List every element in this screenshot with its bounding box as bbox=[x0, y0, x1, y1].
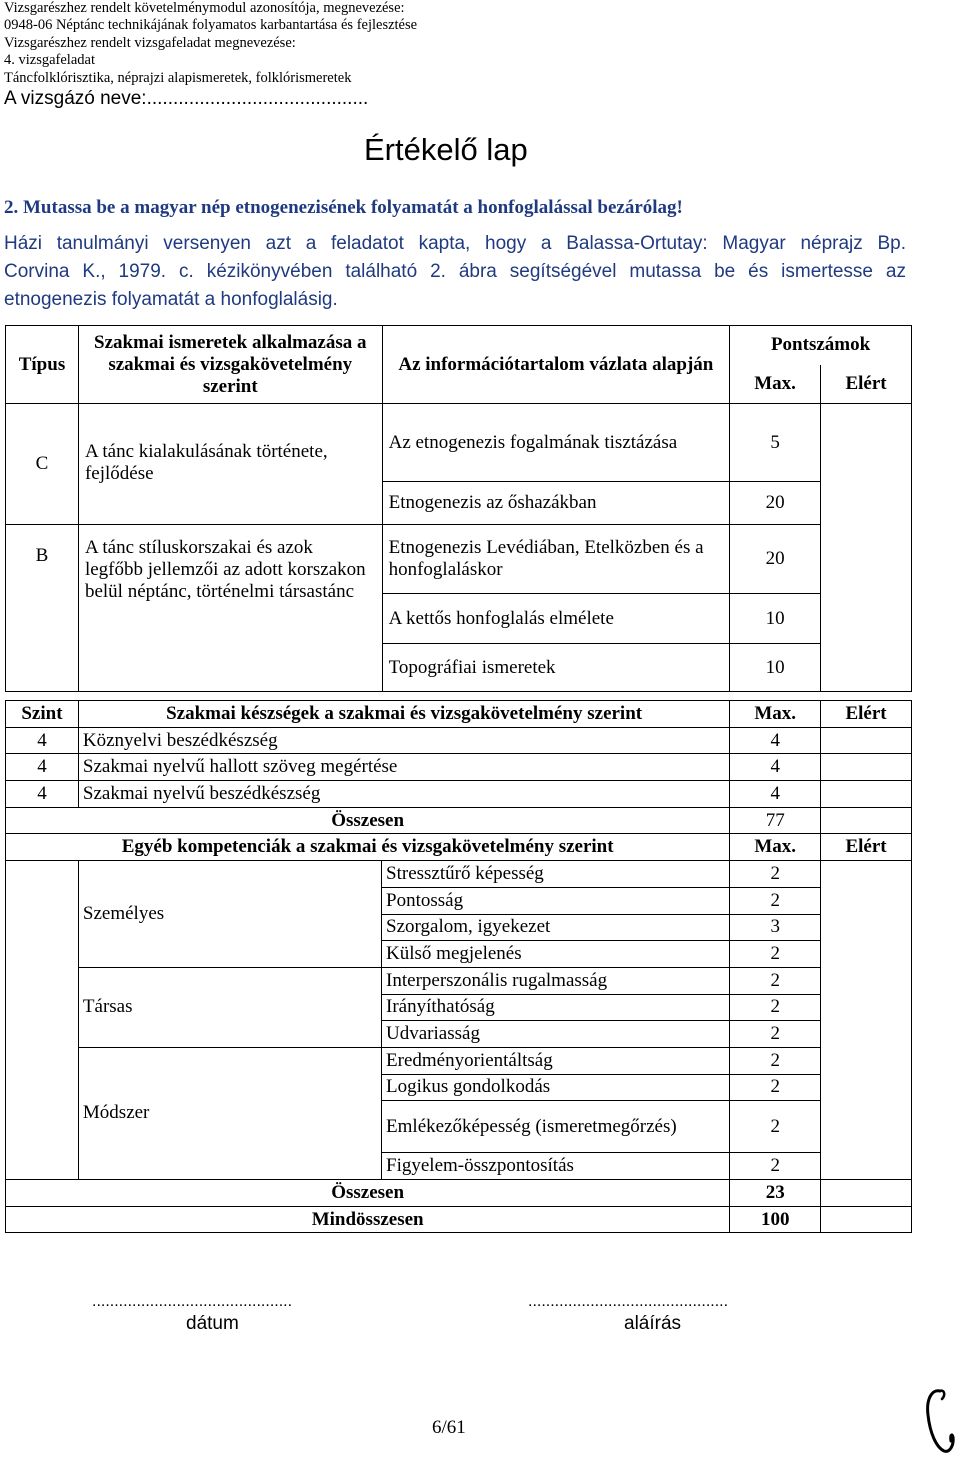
date-label: dátum bbox=[186, 1313, 239, 1334]
signature-line[interactable]: ............................................. bbox=[528, 1293, 729, 1310]
knowledge-table bbox=[5, 325, 912, 692]
col-header-knowledge: Szakmai ismeretek alkalmazása a szakmai és vizsgakövetelmény szerint bbox=[78, 326, 382, 404]
competency-name: Eredményorientáltság bbox=[382, 1047, 730, 1074]
info-cell: Az etnogenezis fogalmának tisztázása bbox=[382, 404, 730, 482]
competency-name: Külső megjelenés bbox=[382, 941, 730, 968]
max-cell: 2 bbox=[730, 1074, 821, 1101]
col-header-max: Max. bbox=[730, 701, 821, 728]
col-header-max: Max. bbox=[730, 365, 821, 404]
handwritten-mark-icon bbox=[920, 1385, 958, 1457]
info-cell: Topográfiai ismeretek bbox=[382, 644, 730, 692]
page-title: Értékelő lap bbox=[364, 132, 528, 167]
empty-cell bbox=[6, 861, 79, 1180]
max-cell: 4 bbox=[730, 781, 821, 808]
col-header-elert: Elért bbox=[821, 701, 912, 728]
max-cell: 10 bbox=[730, 594, 821, 644]
elert-cell[interactable] bbox=[821, 1180, 912, 1207]
task-desc-line: Házi tanulmányi versenyen azt a feladatot kapta, hogy a Balassa-Ortutay: Magyar néprajz Bp. bbox=[4, 233, 906, 254]
competency-name: Interperszonális rugalmasság bbox=[382, 967, 730, 994]
info-cell: Etnogenezis az őshazákban bbox=[382, 482, 730, 525]
info-cell: A kettős honfoglalás elmélete bbox=[382, 594, 730, 644]
header-line: Vizsgarészhez rendelt vizsgafeladat megnevezése: bbox=[4, 34, 296, 51]
col-header-points: Pontszámok bbox=[730, 326, 912, 365]
category-label: Módszer bbox=[78, 1047, 381, 1179]
competency-name: Stressztűrő képesség bbox=[382, 861, 730, 888]
elert-cell[interactable] bbox=[821, 781, 912, 808]
skills-table bbox=[5, 700, 912, 1233]
elert-cell[interactable] bbox=[821, 727, 912, 754]
competency-name: Irányíthatóság bbox=[382, 994, 730, 1021]
header-line: Táncfolklórisztika, néprajzi alapismeretek, folklórismeretek bbox=[4, 69, 352, 86]
col-header-type: Típus bbox=[6, 326, 79, 404]
knowledge-cell: A tánc kialakulásának története, fejlődése bbox=[78, 404, 382, 525]
skill-name-cell: Szakmai nyelvű hallott szöveg megértése bbox=[78, 754, 729, 781]
elert-cell[interactable] bbox=[821, 754, 912, 781]
task-desc-line: etnogenezis folyamatát a honfoglalásig. bbox=[4, 289, 338, 310]
elert-cell[interactable] bbox=[821, 1206, 912, 1233]
level-cell: 4 bbox=[6, 727, 79, 754]
max-cell: 20 bbox=[730, 525, 821, 594]
max-cell: 2 bbox=[730, 861, 821, 888]
competency-name: Figyelem-összpontosítás bbox=[382, 1153, 730, 1180]
category-label: Személyes bbox=[78, 861, 381, 968]
max-cell: 20 bbox=[730, 482, 821, 525]
type-cell: B bbox=[6, 525, 79, 692]
category-label: Társas bbox=[78, 967, 381, 1047]
max-cell: 2 bbox=[730, 1153, 821, 1180]
total-value: 23 bbox=[730, 1180, 821, 1207]
max-cell: 2 bbox=[730, 994, 821, 1021]
total-label: Összesen bbox=[6, 1180, 730, 1207]
level-cell: 4 bbox=[6, 781, 79, 808]
header-line: Vizsgarészhez rendelt követelménymodul azonosítója, megnevezése: bbox=[4, 0, 405, 16]
col-header-info: Az információtartalom vázlata alapján bbox=[382, 326, 730, 404]
task-description bbox=[4, 230, 906, 314]
max-cell: 3 bbox=[730, 914, 821, 941]
max-cell: 2 bbox=[730, 1101, 821, 1153]
col-header-skills: Szakmai készségek a szakmai és vizsgakövetelmény szerint bbox=[78, 701, 729, 728]
header-line: 4. vizsgafeladat bbox=[4, 52, 95, 69]
max-cell: 10 bbox=[730, 644, 821, 692]
elert-cell[interactable] bbox=[821, 404, 912, 692]
level-cell: 4 bbox=[6, 754, 79, 781]
max-cell: 2 bbox=[730, 941, 821, 968]
signature-label: aláírás bbox=[624, 1313, 682, 1334]
subtotal-label: Összesen bbox=[6, 807, 730, 834]
max-cell: 4 bbox=[730, 754, 821, 781]
max-cell: 5 bbox=[730, 404, 821, 482]
examinee-name-field[interactable]: A vizsgázó neve:.......................................... bbox=[4, 88, 369, 109]
col-header-level: Szint bbox=[6, 701, 79, 728]
document-header bbox=[4, 0, 417, 87]
date-line[interactable]: ............................................. bbox=[92, 1293, 293, 1310]
page-number: 6/61 bbox=[432, 1417, 466, 1438]
elert-cell[interactable] bbox=[821, 807, 912, 834]
knowledge-cell: A tánc stíluskorszakai és azok legfőbb jellemzői az adott korszakon belül néptánc, történelmi társastánc bbox=[78, 525, 382, 692]
max-cell: 2 bbox=[730, 1021, 821, 1048]
elert-cell[interactable] bbox=[821, 861, 912, 1180]
grand-total-value: 100 bbox=[730, 1206, 821, 1233]
col-header-other: Egyéb kompetenciák a szakmai és vizsgakövetelmény szerint bbox=[6, 834, 730, 861]
task-title: 2. Mutassa be a magyar nép etnogenezisének folyamatát a honfoglalással bezárólag! bbox=[4, 197, 683, 218]
competency-name: Pontosság bbox=[382, 887, 730, 914]
skill-name-cell: Köznyelvi beszédkészség bbox=[78, 727, 729, 754]
grand-total-label: Mindösszesen bbox=[6, 1206, 730, 1233]
max-cell: 2 bbox=[730, 967, 821, 994]
col-header-max: Max. bbox=[730, 834, 821, 861]
max-cell: 2 bbox=[730, 1047, 821, 1074]
col-header-elert: Elért bbox=[821, 365, 912, 404]
max-cell: 4 bbox=[730, 727, 821, 754]
info-cell: Etnogenezis Levédiában, Etelközben és a honfoglaláskor bbox=[382, 525, 730, 594]
skill-name-cell: Szakmai nyelvű beszédkészség bbox=[78, 781, 729, 808]
max-cell: 2 bbox=[730, 887, 821, 914]
type-cell: C bbox=[6, 404, 79, 525]
header-line: 0948-06 Néptánc technikájának folyamatos karbantartása és fejlesztése bbox=[4, 17, 418, 34]
subtotal-value: 77 bbox=[730, 807, 821, 834]
competency-name: Emlékezőképesség (ismeretmegőrzés) bbox=[382, 1101, 730, 1153]
competency-name: Udvariasság bbox=[382, 1021, 730, 1048]
task-desc-line: Corvina K., 1979. c. kézikönyvében található 2. ábra segítségével mutassa be és ismertesse az bbox=[4, 261, 906, 282]
competency-name: Szorgalom, igyekezet bbox=[382, 914, 730, 941]
competency-name: Logikus gondolkodás bbox=[382, 1074, 730, 1101]
col-header-elert: Elért bbox=[821, 834, 912, 861]
